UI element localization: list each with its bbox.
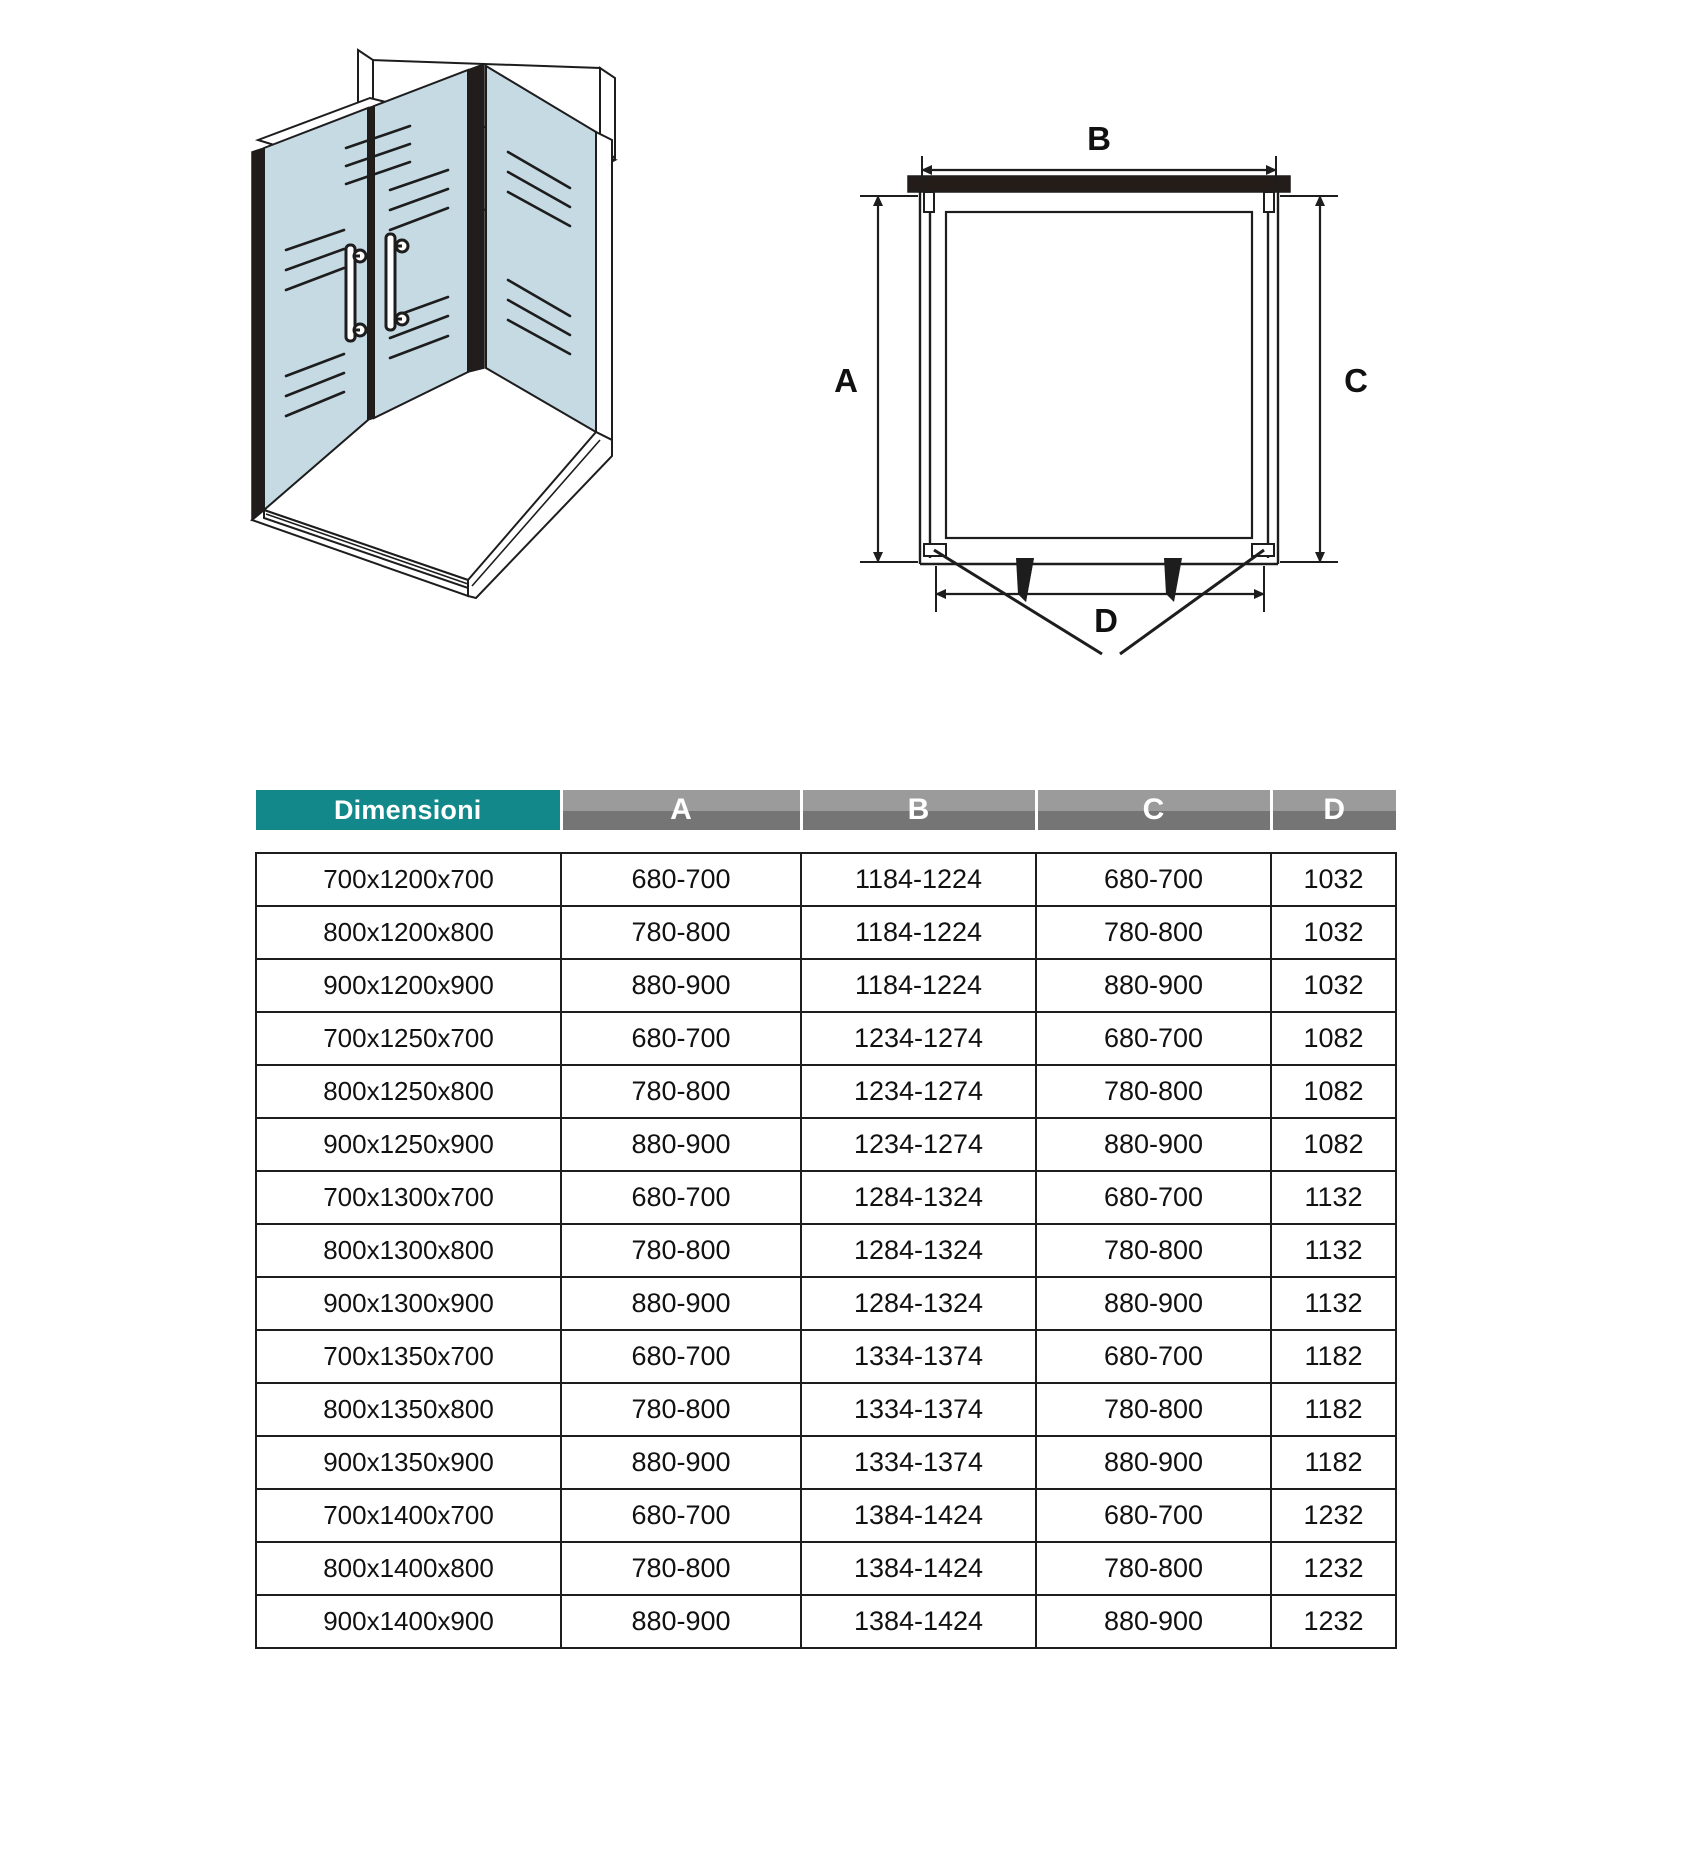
cell-d: 1132 <box>1271 1277 1396 1330</box>
cell-b: 1334-1374 <box>801 1436 1036 1489</box>
table-row <box>256 906 1396 959</box>
cell-d: 1232 <box>1271 1489 1396 1542</box>
table-row <box>256 1436 1396 1489</box>
cell-c: 680-700 <box>1036 1330 1271 1383</box>
cell-d: 1182 <box>1271 1436 1396 1489</box>
door-direction-arrow-right <box>1164 558 1182 602</box>
cell-d: 1032 <box>1271 906 1396 959</box>
cell-a: 880-900 <box>561 959 801 1012</box>
cell-d: 1082 <box>1271 1012 1396 1065</box>
dimension-label-d: D <box>1094 602 1118 639</box>
cell-c: 880-900 <box>1036 1595 1271 1648</box>
header-body-spacer <box>256 830 1396 853</box>
inner-glass-walls <box>930 198 1268 558</box>
dimension-label-c: C <box>1344 362 1368 399</box>
dimensions-table-body <box>256 853 1396 1648</box>
cell-c: 780-800 <box>1036 1542 1271 1595</box>
cell-dimension: 700x1300x700 <box>256 1171 561 1224</box>
cell-b: 1184-1224 <box>801 853 1036 906</box>
dimensions-table <box>255 790 1397 1649</box>
cell-d: 1232 <box>1271 1595 1396 1648</box>
cell-dimension: 900x1200x900 <box>256 959 561 1012</box>
door-swing-line-right <box>1120 550 1264 654</box>
cell-b: 1284-1324 <box>801 1277 1036 1330</box>
header-cell-a: A <box>561 790 801 830</box>
frame-post-front-left <box>252 148 264 520</box>
table-row <box>256 1277 1396 1330</box>
cell-a: 780-800 <box>561 906 801 959</box>
cell-dimension: 800x1350x800 <box>256 1383 561 1436</box>
cell-c: 880-900 <box>1036 1118 1271 1171</box>
cell-b: 1384-1424 <box>801 1542 1036 1595</box>
dimension-d <box>936 566 1264 639</box>
cell-dimension: 900x1400x900 <box>256 1595 561 1648</box>
table-row <box>256 1489 1396 1542</box>
cell-a: 680-700 <box>561 853 801 906</box>
cell-dimension: 900x1250x900 <box>256 1118 561 1171</box>
cell-d: 1182 <box>1271 1383 1396 1436</box>
cell-a: 680-700 <box>561 1012 801 1065</box>
header-cell-dimensioni: Dimensioni <box>256 790 561 830</box>
cell-d: 1132 <box>1271 1224 1396 1277</box>
frame-post-corner <box>468 64 484 372</box>
table-row <box>256 1171 1396 1224</box>
cell-d: 1032 <box>1271 959 1396 1012</box>
table-row <box>256 959 1396 1012</box>
cell-dimension: 700x1250x700 <box>256 1012 561 1065</box>
technical-drawings-area <box>0 0 1700 780</box>
cell-dimension: 800x1400x800 <box>256 1542 561 1595</box>
cell-b: 1234-1274 <box>801 1118 1036 1171</box>
table-row <box>256 1383 1396 1436</box>
cell-c: 680-700 <box>1036 1489 1271 1542</box>
cell-d: 1032 <box>1271 853 1396 906</box>
cell-a: 680-700 <box>561 1330 801 1383</box>
cell-b: 1184-1224 <box>801 906 1036 959</box>
cell-a: 680-700 <box>561 1489 801 1542</box>
cell-c: 680-700 <box>1036 1171 1271 1224</box>
table-row <box>256 853 1396 906</box>
dimensions-table-container <box>255 790 1415 1649</box>
dimensions-table-header <box>256 790 1396 853</box>
door-center-stile <box>368 106 374 420</box>
header-cell-b: B <box>801 790 1036 830</box>
cell-b: 1384-1424 <box>801 1489 1036 1542</box>
cell-c: 880-900 <box>1036 1277 1271 1330</box>
bottom-rail-side <box>468 432 612 598</box>
shower-enclosure-plan-view <box>820 120 1380 660</box>
cell-b: 1234-1274 <box>801 1065 1036 1118</box>
cell-b: 1234-1274 <box>801 1012 1036 1065</box>
cell-a: 780-800 <box>561 1224 801 1277</box>
cell-b: 1284-1324 <box>801 1171 1036 1224</box>
table-row <box>256 1012 1396 1065</box>
cell-c: 680-700 <box>1036 1012 1271 1065</box>
cell-d: 1082 <box>1271 1118 1396 1171</box>
dimension-label-b: B <box>1087 120 1111 157</box>
cell-dimension: 900x1350x900 <box>256 1436 561 1489</box>
cell-c: 880-900 <box>1036 1436 1271 1489</box>
cell-d: 1082 <box>1271 1065 1396 1118</box>
cell-dimension: 900x1300x900 <box>256 1277 561 1330</box>
dimension-a <box>834 196 918 562</box>
header-cell-c: C <box>1036 790 1271 830</box>
hinge-top-right <box>1264 192 1274 212</box>
side-panel-wall-profile <box>596 132 612 440</box>
cell-a: 880-900 <box>561 1595 801 1648</box>
cell-a: 780-800 <box>561 1383 801 1436</box>
table-row <box>256 1118 1396 1171</box>
table-row <box>256 1065 1396 1118</box>
table-row <box>256 1542 1396 1595</box>
table-row <box>256 1595 1396 1648</box>
dimension-label-a: A <box>834 362 858 399</box>
cell-dimension: 700x1400x700 <box>256 1489 561 1542</box>
cell-a: 780-800 <box>561 1065 801 1118</box>
cell-dimension: 800x1250x800 <box>256 1065 561 1118</box>
hinge-top-left <box>924 192 934 212</box>
shower-enclosure-3d-view <box>240 20 760 700</box>
cell-dimension: 700x1350x700 <box>256 1330 561 1383</box>
table-row <box>256 1330 1396 1383</box>
cell-dimension: 800x1200x800 <box>256 906 561 959</box>
spacer-cell <box>256 830 1396 853</box>
cell-b: 1184-1224 <box>801 959 1036 1012</box>
door-direction-arrow-left <box>1016 558 1034 602</box>
cell-c: 780-800 <box>1036 1065 1271 1118</box>
cell-c: 780-800 <box>1036 906 1271 959</box>
enclosure-footprint <box>920 192 1278 564</box>
cell-d: 1232 <box>1271 1542 1396 1595</box>
header-cell-d: D <box>1271 790 1396 830</box>
back-wall-bar <box>908 176 1290 192</box>
shower-tray-outline <box>946 212 1252 538</box>
cell-a: 780-800 <box>561 1542 801 1595</box>
bottom-rail-front <box>252 510 468 596</box>
table-header-row <box>256 790 1396 830</box>
cell-b: 1384-1424 <box>801 1595 1036 1648</box>
cell-c: 680-700 <box>1036 853 1271 906</box>
cell-c: 880-900 <box>1036 959 1271 1012</box>
cell-a: 680-700 <box>561 1171 801 1224</box>
cell-d: 1182 <box>1271 1330 1396 1383</box>
cell-b: 1334-1374 <box>801 1330 1036 1383</box>
cell-b: 1284-1324 <box>801 1224 1036 1277</box>
cell-a: 880-900 <box>561 1436 801 1489</box>
dimension-c <box>1280 196 1368 562</box>
cell-c: 780-800 <box>1036 1224 1271 1277</box>
cell-a: 880-900 <box>561 1277 801 1330</box>
cell-c: 780-800 <box>1036 1383 1271 1436</box>
cell-b: 1334-1374 <box>801 1383 1036 1436</box>
table-row <box>256 1224 1396 1277</box>
cell-dimension: 800x1300x800 <box>256 1224 561 1277</box>
cell-a: 880-900 <box>561 1118 801 1171</box>
cell-d: 1132 <box>1271 1171 1396 1224</box>
cell-dimension: 700x1200x700 <box>256 853 561 906</box>
